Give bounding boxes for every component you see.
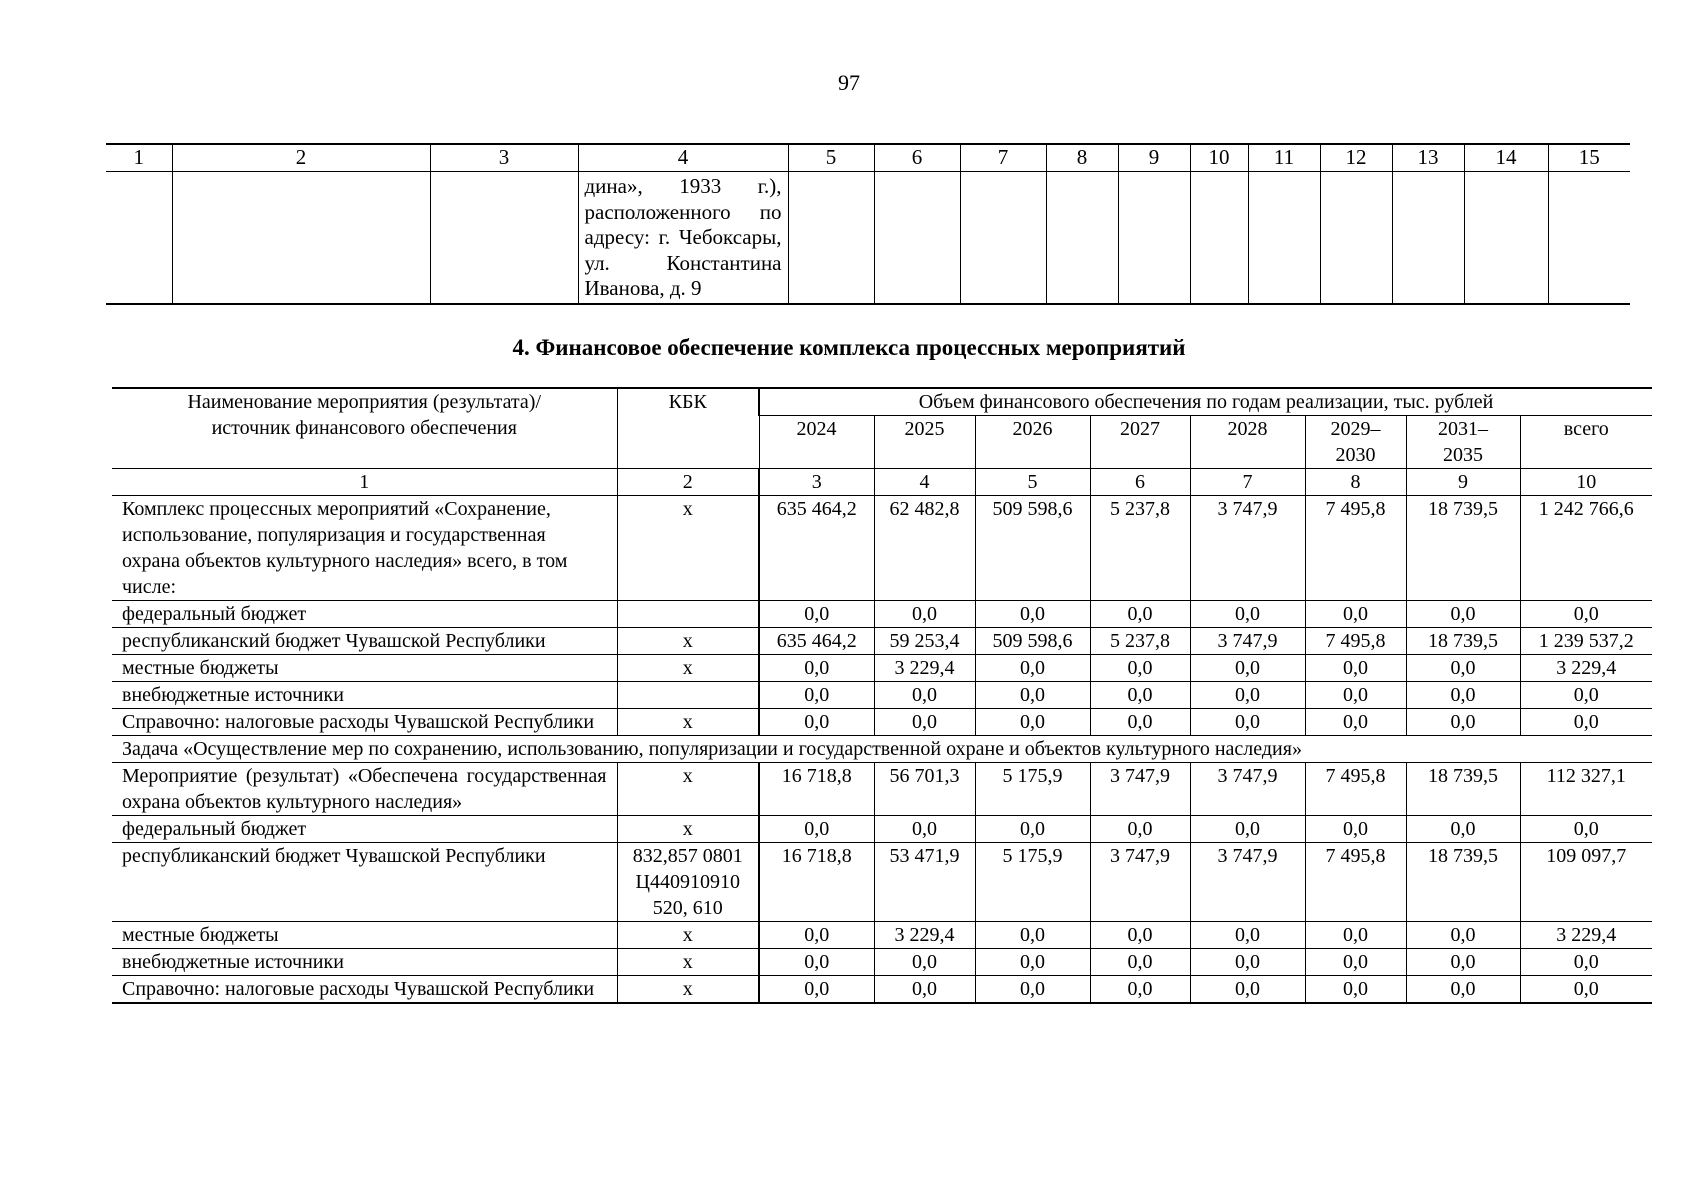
row-value: 0,0 xyxy=(1406,682,1520,709)
row-value: 16 718,8 xyxy=(759,763,874,816)
column-number: 14 xyxy=(1464,144,1548,172)
table-row xyxy=(112,628,1652,655)
row-value: 635 464,2 xyxy=(759,496,874,601)
table-row xyxy=(112,843,1652,922)
column-number: 8 xyxy=(1305,469,1406,496)
row-value: 0,0 xyxy=(1520,682,1652,709)
table-row xyxy=(112,496,1652,601)
row-value: 62 482,8 xyxy=(874,496,975,601)
row-value: 3 747,9 xyxy=(1190,763,1305,816)
row-value: 1 242 766,6 xyxy=(1520,496,1652,601)
row-name: местные бюджеты xyxy=(112,655,617,682)
column-number: 6 xyxy=(1090,469,1190,496)
section-title: 4. Финансовое обеспечение комплекса процессных мероприятий xyxy=(512,335,1186,360)
row-value: 0,0 xyxy=(1090,922,1190,949)
column-number: 13 xyxy=(1392,144,1464,172)
column-number: 2 xyxy=(172,144,430,172)
table-row xyxy=(112,976,1652,1004)
row-kbk: 832,857 0801 Ц440910910 520, 610 xyxy=(617,843,759,922)
column-number: 9 xyxy=(1406,469,1520,496)
year-header: 2027 xyxy=(1090,416,1190,469)
row-value: 0,0 xyxy=(1090,601,1190,628)
column-number: 15 xyxy=(1548,144,1630,172)
row-value: 109 097,7 xyxy=(1520,843,1652,922)
row-value: 0,0 xyxy=(1520,976,1652,1004)
row-value: 7 495,8 xyxy=(1305,763,1406,816)
row-value: 0,0 xyxy=(1305,816,1406,843)
row-value: 509 598,6 xyxy=(975,496,1090,601)
column-number: 1 xyxy=(106,144,172,172)
table-row xyxy=(112,763,1652,816)
row-value: 0,0 xyxy=(1190,709,1305,736)
year-header: 2025 xyxy=(874,416,975,469)
row-value: 3 747,9 xyxy=(1190,496,1305,601)
row-value: 0,0 xyxy=(1520,709,1652,736)
row-value: 0,0 xyxy=(759,682,874,709)
row-kbk: х xyxy=(617,709,759,736)
row-value: 0,0 xyxy=(874,976,975,1004)
row-value: 18 739,5 xyxy=(1406,763,1520,816)
row-name: федеральный бюджет xyxy=(112,816,617,843)
task-title: Задача «Осуществление мер по сохранению, использованию, популяризации и государственной охране и объектов культурного наследия» xyxy=(112,736,1652,763)
row-value: 0,0 xyxy=(759,976,874,1004)
row-kbk: х xyxy=(617,655,759,682)
row-value: 0,0 xyxy=(874,816,975,843)
row-value: 5 237,8 xyxy=(1090,628,1190,655)
row-name: местные бюджеты xyxy=(112,922,617,949)
column-number: 5 xyxy=(788,144,874,172)
row-value: 0,0 xyxy=(874,709,975,736)
row-value: 0,0 xyxy=(1305,655,1406,682)
header-row xyxy=(112,388,1652,416)
row-value: 3 229,4 xyxy=(874,655,975,682)
column-number: 3 xyxy=(759,469,874,496)
row-value: 509 598,6 xyxy=(975,628,1090,655)
column-number: 6 xyxy=(874,144,960,172)
row-name: внебюджетные источники xyxy=(112,682,617,709)
header-volume: Объем финансового обеспечения по годам реализации, тыс. рублей xyxy=(759,388,1652,416)
row-value: 0,0 xyxy=(874,601,975,628)
row-value: 56 701,3 xyxy=(874,763,975,816)
row-value: 0,0 xyxy=(874,949,975,976)
row-kbk: х xyxy=(617,763,759,816)
row-kbk xyxy=(617,682,759,709)
row-name: Справочно: налоговые расходы Чувашской Республики xyxy=(112,976,617,1004)
task-row xyxy=(112,736,1652,763)
row-value: 18 739,5 xyxy=(1406,843,1520,922)
row-name: внебюджетные источники xyxy=(112,949,617,976)
row-kbk: х xyxy=(617,976,759,1004)
row-value: 0,0 xyxy=(759,922,874,949)
row-value: 0,0 xyxy=(975,949,1090,976)
row-kbk: х xyxy=(617,496,759,601)
header-kbk: КБК xyxy=(617,388,759,469)
row-value: 0,0 xyxy=(975,682,1090,709)
row-value: 0,0 xyxy=(1090,709,1190,736)
row-value: 5 237,8 xyxy=(1090,496,1190,601)
column-number: 12 xyxy=(1320,144,1392,172)
row-name: республиканский бюджет Чувашской Республики xyxy=(112,628,617,655)
row-value: 53 471,9 xyxy=(874,843,975,922)
row-value: 0,0 xyxy=(1305,949,1406,976)
row-value: 0,0 xyxy=(759,949,874,976)
row-value: 0,0 xyxy=(975,976,1090,1004)
row-value: 0,0 xyxy=(1406,709,1520,736)
row-value: 0,0 xyxy=(1190,922,1305,949)
row-kbk: х xyxy=(617,949,759,976)
column-number: 2 xyxy=(617,469,759,496)
column-number: 4 xyxy=(874,469,975,496)
row-value: 3 747,9 xyxy=(1090,843,1190,922)
row-value: 5 175,9 xyxy=(975,843,1090,922)
table-row xyxy=(112,816,1652,843)
row-value: 0,0 xyxy=(1190,976,1305,1004)
row-value: 0,0 xyxy=(1520,816,1652,843)
row-value: 0,0 xyxy=(1190,949,1305,976)
year-header: 2029–2030 xyxy=(1305,416,1406,469)
column-number: 1 xyxy=(112,469,617,496)
row-value: 0,0 xyxy=(1190,655,1305,682)
table-row xyxy=(112,601,1652,628)
row-value: 0,0 xyxy=(1090,816,1190,843)
continuation-row xyxy=(106,172,1630,304)
row-name: Комплекс процессных мероприятий «Сохранение, использование, популяризация и государственная охрана объектов культурного наследия» всего, в том числе: xyxy=(112,496,617,601)
row-value: 0,0 xyxy=(1406,655,1520,682)
table-row xyxy=(112,709,1652,736)
column-number: 4 xyxy=(578,144,788,172)
table-row xyxy=(112,949,1652,976)
row-value: 0,0 xyxy=(1520,601,1652,628)
row-value: 59 253,4 xyxy=(874,628,975,655)
page-number: 97 xyxy=(838,70,860,95)
row-value: 3 229,4 xyxy=(1520,922,1652,949)
row-value: 3 229,4 xyxy=(874,922,975,949)
row-value: 0,0 xyxy=(975,922,1090,949)
row-value: 0,0 xyxy=(1305,601,1406,628)
row-name: федеральный бюджет xyxy=(112,601,617,628)
table-row xyxy=(112,682,1652,709)
row-value: 635 464,2 xyxy=(759,628,874,655)
year-header: 2031–2035 xyxy=(1406,416,1520,469)
row-value: 0,0 xyxy=(1406,601,1520,628)
row-value: 0,0 xyxy=(759,601,874,628)
row-value: 0,0 xyxy=(1305,976,1406,1004)
row-value: 112 327,1 xyxy=(1520,763,1652,816)
row-value: 0,0 xyxy=(975,601,1090,628)
row-value: 0,0 xyxy=(1305,922,1406,949)
row-value: 0,0 xyxy=(759,709,874,736)
row-value: 0,0 xyxy=(1305,709,1406,736)
column-number-row xyxy=(112,469,1652,496)
year-header: 2024 xyxy=(759,416,874,469)
column-number: 8 xyxy=(1046,144,1118,172)
row-name: Мероприятие (результат) «Обеспечена государственная охрана объектов культурного наследия» xyxy=(112,763,617,816)
row-kbk: х xyxy=(617,816,759,843)
column-number: 11 xyxy=(1248,144,1320,172)
row-value: 7 495,8 xyxy=(1305,843,1406,922)
table-row xyxy=(112,922,1652,949)
column-number: 3 xyxy=(430,144,578,172)
row-value: 0,0 xyxy=(759,655,874,682)
row-value: 0,0 xyxy=(1190,816,1305,843)
row-value: 7 495,8 xyxy=(1305,496,1406,601)
row-value: 0,0 xyxy=(1090,949,1190,976)
row-value: 0,0 xyxy=(1190,682,1305,709)
row-kbk: х xyxy=(617,922,759,949)
row-value: 0,0 xyxy=(759,816,874,843)
table-row xyxy=(112,655,1652,682)
row-value: 0,0 xyxy=(1090,682,1190,709)
row-value: 0,0 xyxy=(1190,601,1305,628)
row-value: 3 747,9 xyxy=(1090,763,1190,816)
row-value: 0,0 xyxy=(1406,949,1520,976)
row-value: 18 739,5 xyxy=(1406,628,1520,655)
row-value: 0,0 xyxy=(1305,682,1406,709)
column-number: 10 xyxy=(1190,144,1248,172)
year-header: 2026 xyxy=(975,416,1090,469)
row-value: 0,0 xyxy=(975,709,1090,736)
header-name: Наименование мероприятия (результата)/ источник финансового обеспечения xyxy=(112,388,617,469)
column-number: 7 xyxy=(960,144,1046,172)
row-value: 0,0 xyxy=(1406,922,1520,949)
row-value: 0,0 xyxy=(1090,655,1190,682)
column-number: 10 xyxy=(1520,469,1652,496)
year-header: 2028 xyxy=(1190,416,1305,469)
financing-table xyxy=(112,387,1652,1004)
column-number: 7 xyxy=(1190,469,1305,496)
row-value: 3 747,9 xyxy=(1190,843,1305,922)
row-value: 0,0 xyxy=(975,655,1090,682)
row-value: 0,0 xyxy=(1520,949,1652,976)
row-value: 7 495,8 xyxy=(1305,628,1406,655)
row-value: 0,0 xyxy=(1406,816,1520,843)
column-number: 5 xyxy=(975,469,1090,496)
row-name: Справочно: налоговые расходы Чувашской Республики xyxy=(112,709,617,736)
row-value: 18 739,5 xyxy=(1406,496,1520,601)
column-number: 9 xyxy=(1118,144,1190,172)
row-kbk xyxy=(617,601,759,628)
row-value: 0,0 xyxy=(1406,976,1520,1004)
row-value: 0,0 xyxy=(1090,976,1190,1004)
row-value: 16 718,8 xyxy=(759,843,874,922)
row-name: республиканский бюджет Чувашской Республики xyxy=(112,843,617,922)
row-value: 3 747,9 xyxy=(1190,628,1305,655)
continuation-table xyxy=(106,143,1630,305)
row-kbk: х xyxy=(617,628,759,655)
row-value: 0,0 xyxy=(874,682,975,709)
row-value: 1 239 537,2 xyxy=(1520,628,1652,655)
year-header: всего xyxy=(1520,416,1652,469)
continuation-header-row xyxy=(106,144,1630,172)
row-value: 5 175,9 xyxy=(975,763,1090,816)
row-value: 3 229,4 xyxy=(1520,655,1652,682)
continuation-cell-text: дина», 1933 г.), расположенного по адресу: г. Чебоксары, ул. Константина Иванова, д. 9 xyxy=(584,174,782,300)
row-value: 0,0 xyxy=(975,816,1090,843)
